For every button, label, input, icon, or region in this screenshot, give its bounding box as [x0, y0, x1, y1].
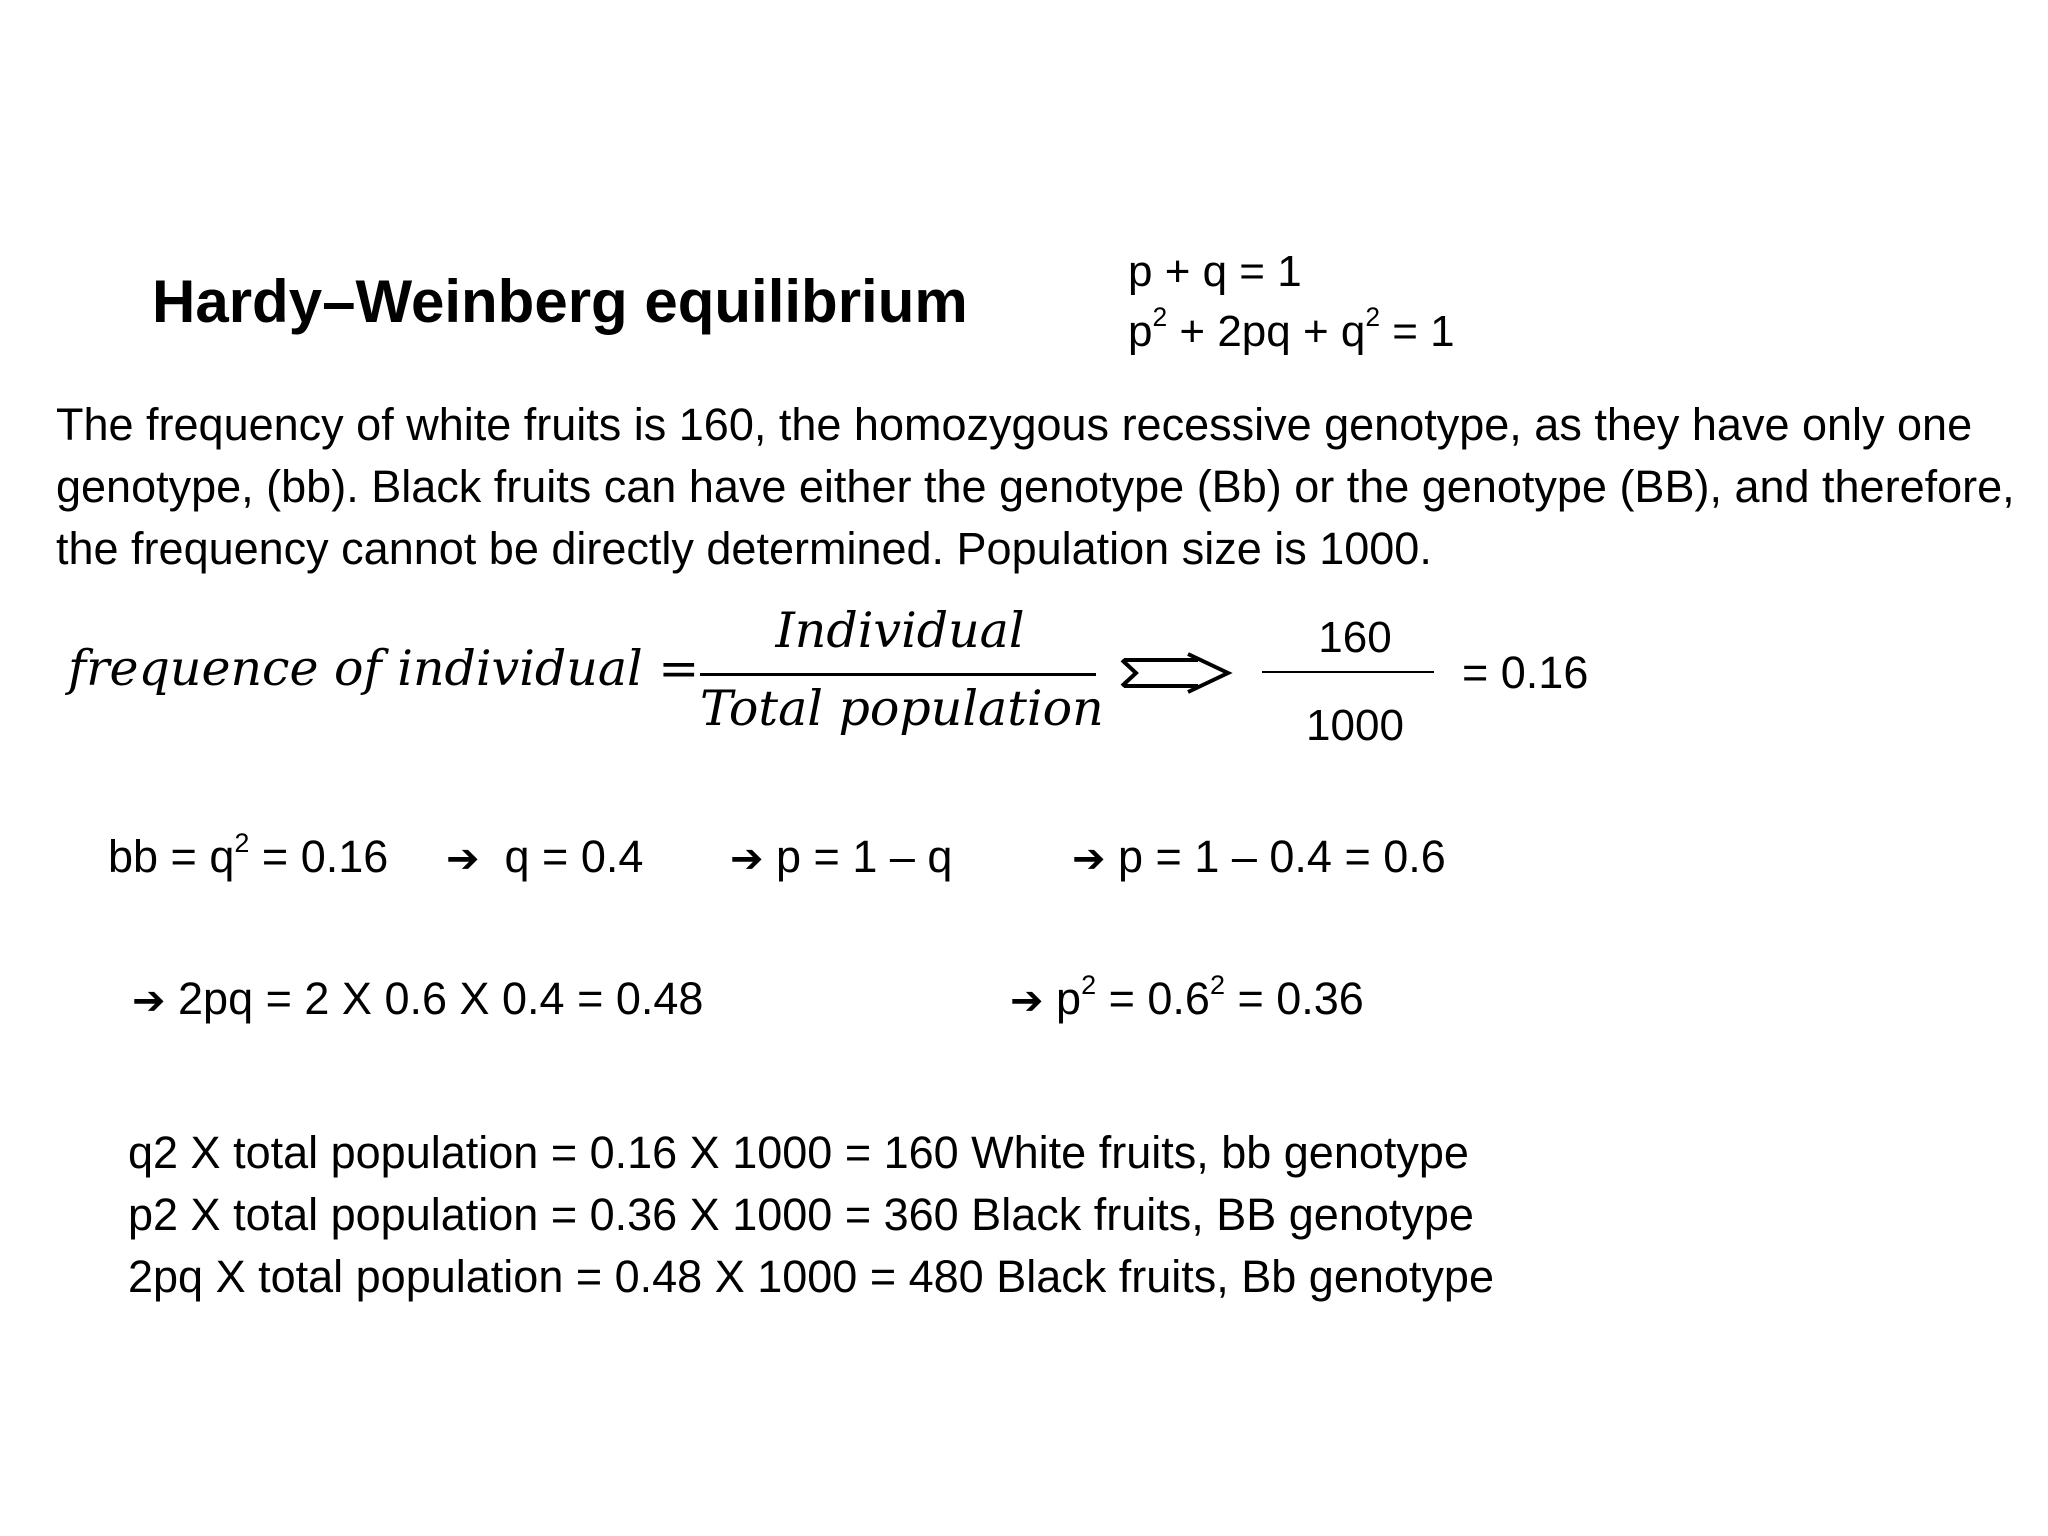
numeric-denominator: 1000 [1306, 701, 1404, 750]
step-q: ➔ q = 0.4 [446, 831, 644, 882]
intro-paragraph: The frequency of white fruits is 160, the homozygous recessive genotype, as they have only one genotype, (bb). Black fruits can have either the genotype (Bb) or the genotype (BB), and therefore, the frequency cannot be directly determined. Population size is 1000. [56, 399, 2015, 574]
fraction-bar [700, 673, 1096, 676]
step-2pq: ➔ 2pq = 2 X 0.6 X 0.4 = 0.48 [132, 973, 704, 1024]
formula-sum: p + q = 1 [1128, 247, 1302, 296]
right-arrow-icon: ➔ [446, 837, 480, 881]
final-results [128, 1122, 1494, 1308]
step-p-formula: ➔ p = 1 – q [730, 831, 953, 882]
right-arrow-icon: ➔ [1010, 979, 1044, 1023]
page-title: Hardy–Weinberg equilibrium [152, 268, 968, 335]
fraction-denominator: Total population [700, 680, 1104, 737]
numeric-numerator: 160 [1318, 613, 1392, 662]
right-arrow-icon: ➔ [132, 979, 166, 1023]
fraction-numerator: Individual [775, 602, 1025, 659]
step-bb: bb = $q^2 = 0.16$ [108, 827, 389, 882]
final-line-black-Bb: 2pq X total population = 0.48 X 1000 = 480 Black fruits, Bb genotype [128, 1251, 1494, 1302]
right-arrow-icon: ➔ [730, 837, 764, 881]
final-line-white-bb: q2 X total population = 0.16 X 1000 = 160 White fruits, bb genotype [128, 1127, 1469, 1178]
frequency-result: = 0.16 [1462, 647, 1589, 698]
final-line-black-BB: p2 X total population = 0.36 X 1000 = 360 Black fruits, BB genotype [128, 1189, 1474, 1240]
step-p-value: ➔ p = 1 – 0.4 = 0.6 [1072, 831, 1446, 882]
formula-expansion: $p^2 + 2pq + q^2 = 1$ [1128, 302, 1455, 356]
implies-arrow-icon [1118, 652, 1238, 701]
right-arrow-icon: ➔ [1072, 837, 1106, 881]
step-p-squared: ➔ $p^2 = 0.6^2 = 0.36$ [1010, 969, 1364, 1024]
frequency-label: frequence of individual = [68, 640, 700, 697]
numeric-fraction-bar [1262, 671, 1434, 673]
